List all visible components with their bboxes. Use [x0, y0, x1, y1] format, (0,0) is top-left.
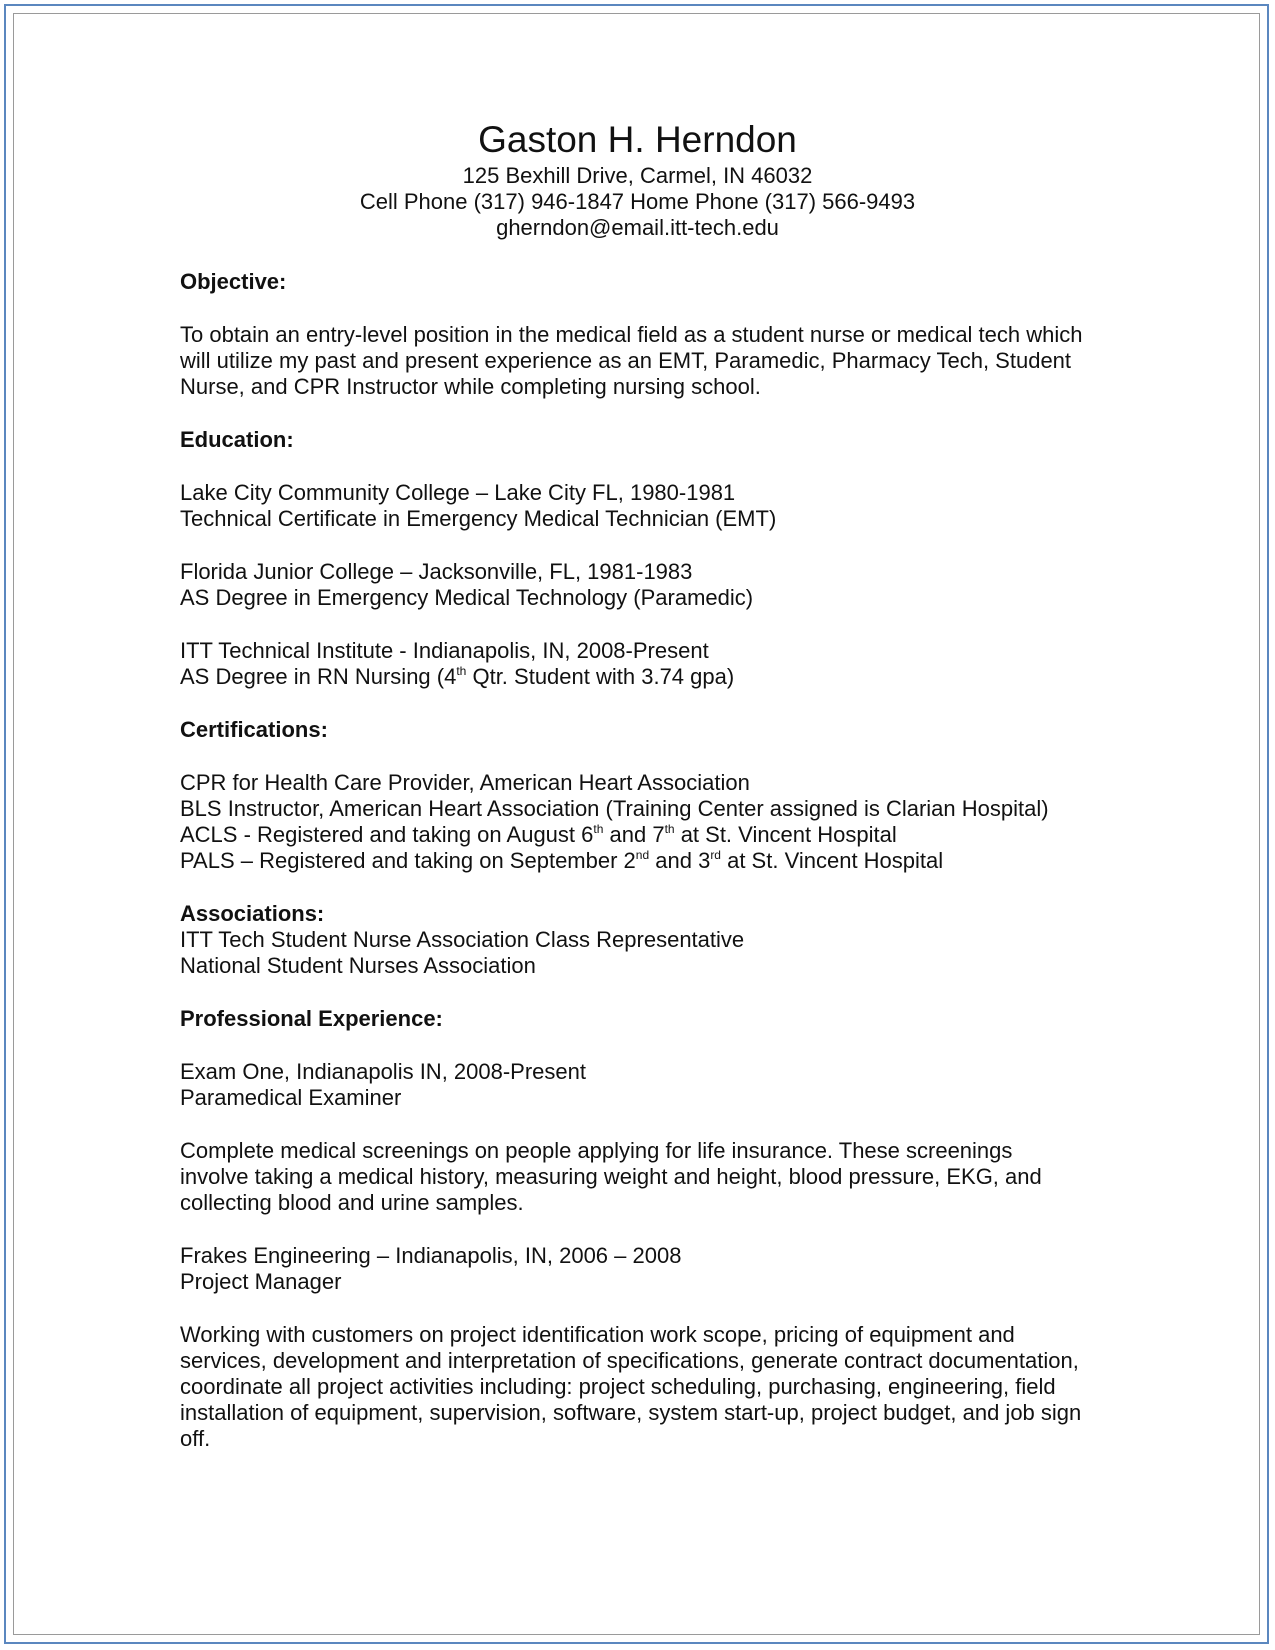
cert-text: PALS – Registered and taking on September 2 — [180, 848, 636, 873]
cert-text: and 7 — [603, 822, 665, 847]
certification-item: BLS Instructor, American Heart Association (Training Center assigned is Clarian Hospital) — [180, 796, 1049, 821]
superscript: th — [664, 822, 675, 836]
job-description-line: off. — [180, 1426, 211, 1451]
certifications-heading: Certifications: — [180, 717, 328, 742]
job-description-line: coordinate all project activities including: project scheduling, purchasing, engineering, field — [180, 1374, 1056, 1399]
superscript: nd — [635, 848, 650, 862]
job-title: Paramedical Examiner — [180, 1085, 402, 1110]
job-title: Project Manager — [180, 1269, 342, 1294]
superscript: th — [456, 664, 467, 678]
education-degree: Technical Certificate in Emergency Medical Technician (EMT) — [180, 506, 777, 531]
education-school: Florida Junior College – Jacksonville, FL, 1981-1983 — [180, 559, 693, 584]
education-school: Lake City Community College – Lake City FL, 1980-1981 — [180, 480, 736, 505]
job-company: Frakes Engineering – Indianapolis, IN, 2006 – 2008 — [180, 1243, 682, 1268]
degree-text: AS Degree in RN Nursing (4 — [180, 664, 457, 689]
job-description-line: Complete medical screenings on people applying for life insurance. These screenings — [180, 1138, 1013, 1163]
email-address: gherndon@email.itt-tech.edu — [496, 215, 779, 240]
associations-heading: Associations: — [180, 901, 325, 926]
objective-line: Nurse, and CPR Instructor while completing nursing school. — [180, 374, 761, 399]
education-school: ITT Technical Institute - Indianapolis, IN, 2008-Present — [180, 638, 709, 663]
degree-text: Qtr. Student with 3.74 gpa) — [466, 664, 735, 689]
job-description-line: involve taking a medical history, measuring weight and height, blood pressure, EKG, and — [180, 1164, 1042, 1189]
certification-item — [180, 848, 943, 874]
job-description-line: installation of equipment, supervision, software, system start-up, project budget, and job sign — [180, 1400, 1082, 1425]
experience-heading: Professional Experience: — [180, 1006, 443, 1031]
objective-heading: Objective: — [180, 269, 287, 294]
association-item: ITT Tech Student Nurse Association Class Representative — [180, 927, 745, 952]
education-degree — [180, 664, 734, 690]
cert-text: ACLS - Registered and taking on August 6 — [180, 822, 594, 847]
cert-text: and 3 — [649, 848, 711, 873]
objective-line: To obtain an entry-level position in the medical field as a student nurse or medical tech which — [180, 322, 1083, 347]
candidate-name: Gaston H. Herndon — [478, 119, 797, 160]
cert-text: at St. Vincent Hospital — [674, 822, 897, 847]
certification-item — [180, 822, 897, 848]
superscript: rd — [710, 848, 721, 862]
job-company: Exam One, Indianapolis IN, 2008-Present — [180, 1059, 587, 1084]
association-item: National Student Nurses Association — [180, 953, 536, 978]
objective-line: will utilize my past and present experience as an EMT, Paramedic, Pharmacy Tech, Student — [180, 348, 1072, 373]
superscript: th — [593, 822, 604, 836]
education-heading: Education: — [180, 427, 294, 452]
job-description-line: services, development and interpretation of specifications, generate contract documentation, — [180, 1348, 1079, 1373]
cert-text: at St. Vincent Hospital — [720, 848, 944, 873]
job-description-line: collecting blood and urine samples. — [180, 1190, 524, 1215]
certification-item: CPR for Health Care Provider, American Heart Association — [180, 770, 750, 795]
address: 125 Bexhill Drive, Carmel, IN 46032 — [462, 163, 813, 188]
education-degree: AS Degree in Emergency Medical Technology (Paramedic) — [180, 585, 754, 610]
phone-numbers: Cell Phone (317) 946-1847 Home Phone (317) 566-9493 — [359, 189, 916, 214]
job-description-line: Working with customers on project identification work scope, pricing of equipment and — [180, 1322, 1015, 1347]
